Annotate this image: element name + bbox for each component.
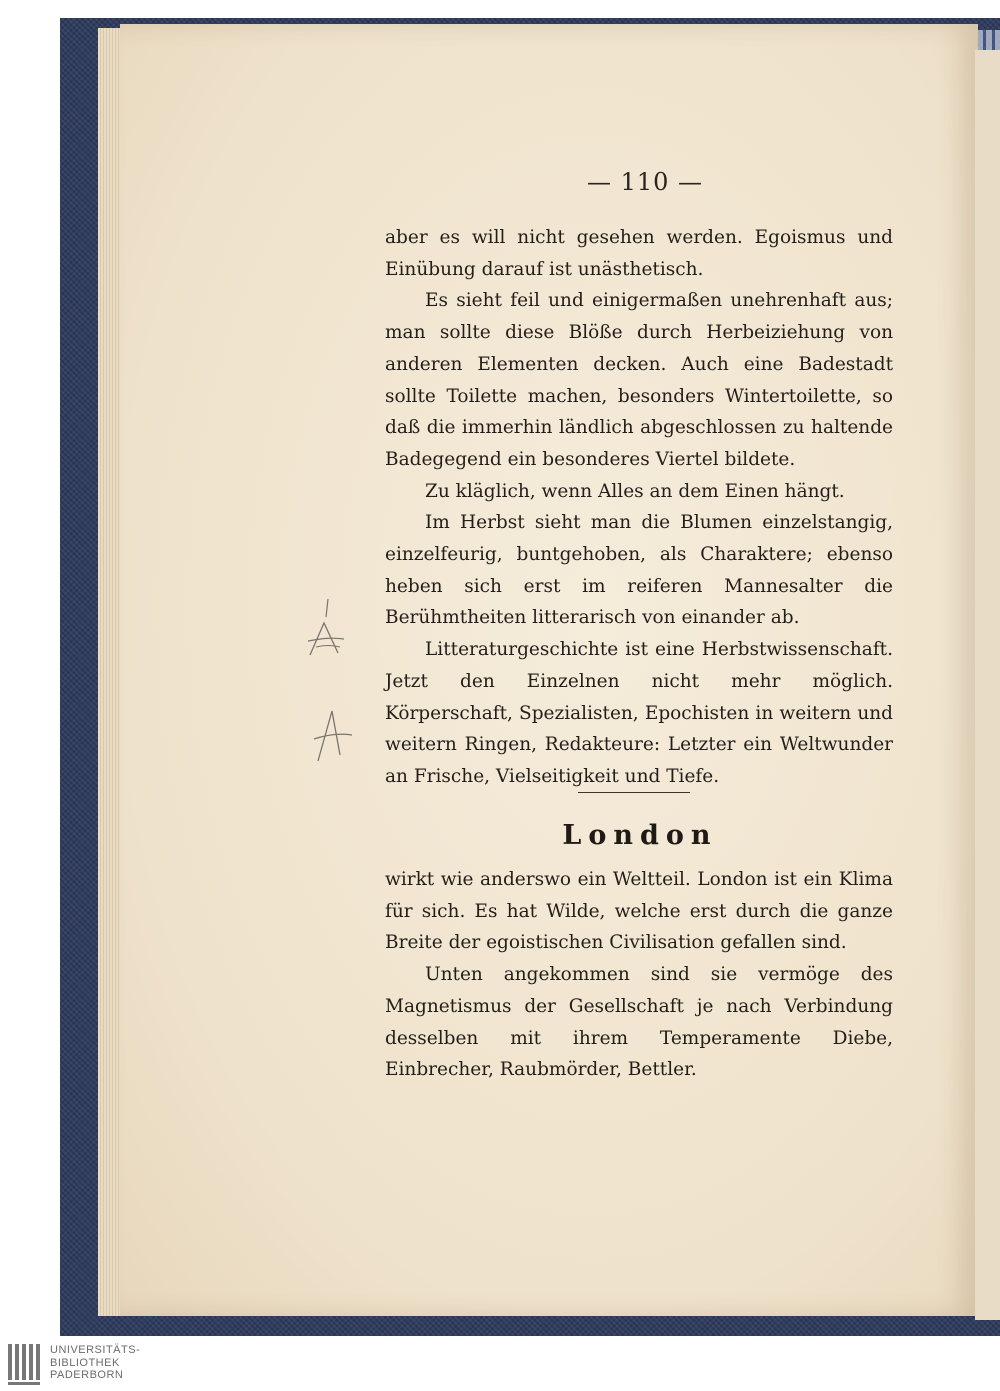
paragraph: Unten angekommen sind sie vermöge des Magnetismus der Gesellschaft je nach Verbindung desselben mit ihrem Temperamente Diebe, Einbrecher, Raubmörder, Bettler.: [385, 964, 893, 1081]
pencil-margin-mark: [300, 595, 350, 665]
paragraph: aber es will nicht gesehen werden. Egoismus und Einübung darauf ist unästhetisch.: [385, 227, 893, 280]
paragraph: Zu kläglich, wenn Alles an dem Einen hängt.: [425, 480, 845, 502]
text-block-bottom: [385, 864, 893, 1086]
paragraph: Litteraturgeschichte ist eine Herbstwissenschaft. Jetzt den Einzelnen nicht mehr möglich. Körperschaft, Spezialisten, Epochisten in weitern und weitern Ringen, Redakteure: Letzter ein Weltwunder an Frische, Vielseitigkeit und Tiefe.: [385, 639, 893, 787]
facing-page-edge: [975, 50, 1000, 1320]
library-name: [50, 1344, 250, 1382]
paragraph: Es sieht feil und einigermaßen unehrenhaft aus; man sollte diese Blöße durch Herbeiziehung von anderen Elementen decken. Auch eine Badestadt sollte Toilette machen, besonders Wintertoilette, so daß die immerhin ländlich abgeschlossen zu haltende Badegegend ein besonderes Viertel bildete.: [385, 290, 893, 470]
paragraph: wirkt wie anderswo ein Weltteil. London ist ein Klima für sich. Es hat Wilde, welche erst durch die ganze Breite der egoistischen Civilisation gefallen sind.: [385, 869, 893, 954]
pencil-margin-mark: [308, 705, 358, 765]
library-logo-icon: [6, 1340, 46, 1388]
library-name-line: UNIVERSITÄTS-: [50, 1344, 141, 1356]
library-name-line: BIBLIOTHEK: [50, 1356, 120, 1369]
paragraph: Im Herbst sieht man die Blumen einzelstangig, einzelfeurig, buntgehoben, als Charaktere; ebenso heben sich erst im reiferen Mannesalter die Berühmtheiten litterarisch von einander ab.: [385, 512, 893, 629]
library-name-line: PADERBORN: [50, 1369, 124, 1381]
section-heading: London: [562, 820, 718, 851]
text-block-top: [385, 222, 893, 793]
page-number: — 110 —: [586, 168, 704, 196]
section-divider: [578, 792, 690, 793]
